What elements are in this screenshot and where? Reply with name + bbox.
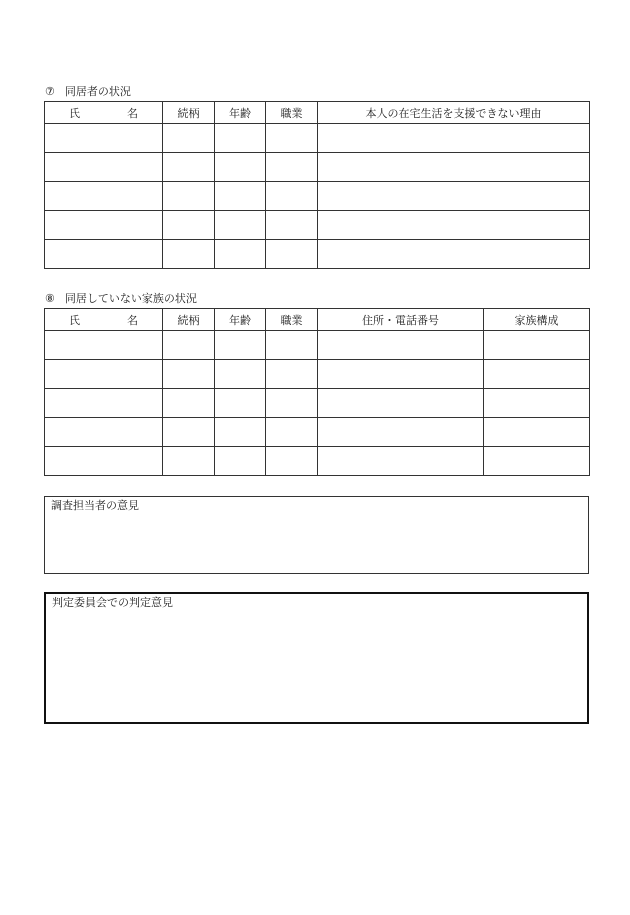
relation-cell[interactable] (163, 389, 215, 418)
address-phone-cell[interactable] (318, 331, 484, 360)
age-cell[interactable] (215, 211, 266, 240)
occupation-header: 職業 (266, 309, 318, 331)
reason-cell[interactable] (318, 182, 590, 211)
name-cell[interactable] (45, 418, 163, 447)
relation-cell[interactable] (163, 153, 215, 182)
section7-number: ⑦ (45, 85, 55, 98)
relation-cell[interactable] (163, 360, 215, 389)
committee-opinion-label: 判定委員会での判定意見 (52, 596, 173, 609)
reason-cell[interactable] (318, 124, 590, 153)
occupation-cell[interactable] (266, 124, 318, 153)
relation-cell[interactable] (163, 211, 215, 240)
reason-header: 本人の在宅生活を支援できない理由 (318, 102, 590, 124)
family-structure-cell[interactable] (484, 389, 590, 418)
occupation-header: 職業 (266, 102, 318, 124)
table-row (45, 418, 590, 447)
name-cell[interactable] (45, 182, 163, 211)
name-header (45, 309, 163, 331)
family-structure-cell[interactable] (484, 418, 590, 447)
name-cell[interactable] (45, 211, 163, 240)
age-cell[interactable] (215, 447, 266, 476)
relation-cell[interactable] (163, 240, 215, 269)
table-row (45, 240, 590, 269)
cohabitant-table (44, 101, 590, 269)
section8-title-text: 同居していない家族の状況 (64, 292, 197, 305)
age-cell[interactable] (215, 240, 266, 269)
family-structure-cell[interactable] (484, 331, 590, 360)
occupation-cell[interactable] (266, 211, 318, 240)
age-header: 年齢 (215, 309, 266, 331)
reason-cell[interactable] (318, 153, 590, 182)
family-header-row (45, 309, 590, 331)
family-structure-header: 家族構成 (484, 309, 590, 331)
table-row (45, 124, 590, 153)
age-header: 年齢 (215, 102, 266, 124)
relation-header: 続柄 (163, 102, 215, 124)
investigator-opinion-box[interactable] (44, 496, 589, 574)
age-cell[interactable] (215, 153, 266, 182)
name-header-left: 氏 (69, 106, 80, 120)
table-row (45, 153, 590, 182)
family-structure-cell[interactable] (484, 447, 590, 476)
relation-cell[interactable] (163, 182, 215, 211)
name-cell[interactable] (45, 389, 163, 418)
name-cell[interactable] (45, 240, 163, 269)
age-cell[interactable] (215, 182, 266, 211)
age-cell[interactable] (215, 418, 266, 447)
section8-title (45, 292, 197, 306)
relation-cell[interactable] (163, 418, 215, 447)
name-cell[interactable] (45, 153, 163, 182)
occupation-cell[interactable] (266, 240, 318, 269)
address-phone-cell[interactable] (318, 447, 484, 476)
family-structure-cell[interactable] (484, 360, 590, 389)
occupation-cell[interactable] (266, 418, 318, 447)
name-cell[interactable] (45, 360, 163, 389)
section7-title (45, 85, 131, 99)
address-phone-cell[interactable] (318, 360, 484, 389)
reason-cell[interactable] (318, 211, 590, 240)
table-row (45, 211, 590, 240)
occupation-cell[interactable] (266, 182, 318, 211)
occupation-cell[interactable] (266, 331, 318, 360)
occupation-cell[interactable] (266, 360, 318, 389)
table-row (45, 360, 590, 389)
age-cell[interactable] (215, 389, 266, 418)
name-cell[interactable] (45, 124, 163, 153)
cohabitant-header-row (45, 102, 590, 124)
non-cohabiting-family-table (44, 308, 590, 476)
occupation-cell[interactable] (266, 389, 318, 418)
name-cell[interactable] (45, 447, 163, 476)
relation-cell[interactable] (163, 331, 215, 360)
table-row (45, 331, 590, 360)
age-cell[interactable] (215, 124, 266, 153)
address-phone-cell[interactable] (318, 389, 484, 418)
committee-opinion-box[interactable] (44, 592, 589, 724)
section7-title-text: 同居者の状況 (64, 85, 131, 98)
occupation-cell[interactable] (266, 447, 318, 476)
table-row (45, 182, 590, 211)
age-cell[interactable] (215, 360, 266, 389)
table-row (45, 447, 590, 476)
name-header-right: 名 (127, 106, 138, 120)
address-phone-header: 住所・電話番号 (318, 309, 484, 331)
name-header-left: 氏 (69, 313, 80, 327)
relation-cell[interactable] (163, 124, 215, 153)
name-header-right: 名 (127, 313, 138, 327)
occupation-cell[interactable] (266, 153, 318, 182)
section8-number: ⑧ (45, 292, 55, 305)
name-header (45, 102, 163, 124)
reason-cell[interactable] (318, 240, 590, 269)
relation-header: 続柄 (163, 309, 215, 331)
address-phone-cell[interactable] (318, 418, 484, 447)
investigator-opinion-label: 調査担当者の意見 (51, 499, 139, 512)
name-cell[interactable] (45, 331, 163, 360)
relation-cell[interactable] (163, 447, 215, 476)
age-cell[interactable] (215, 331, 266, 360)
table-row (45, 389, 590, 418)
